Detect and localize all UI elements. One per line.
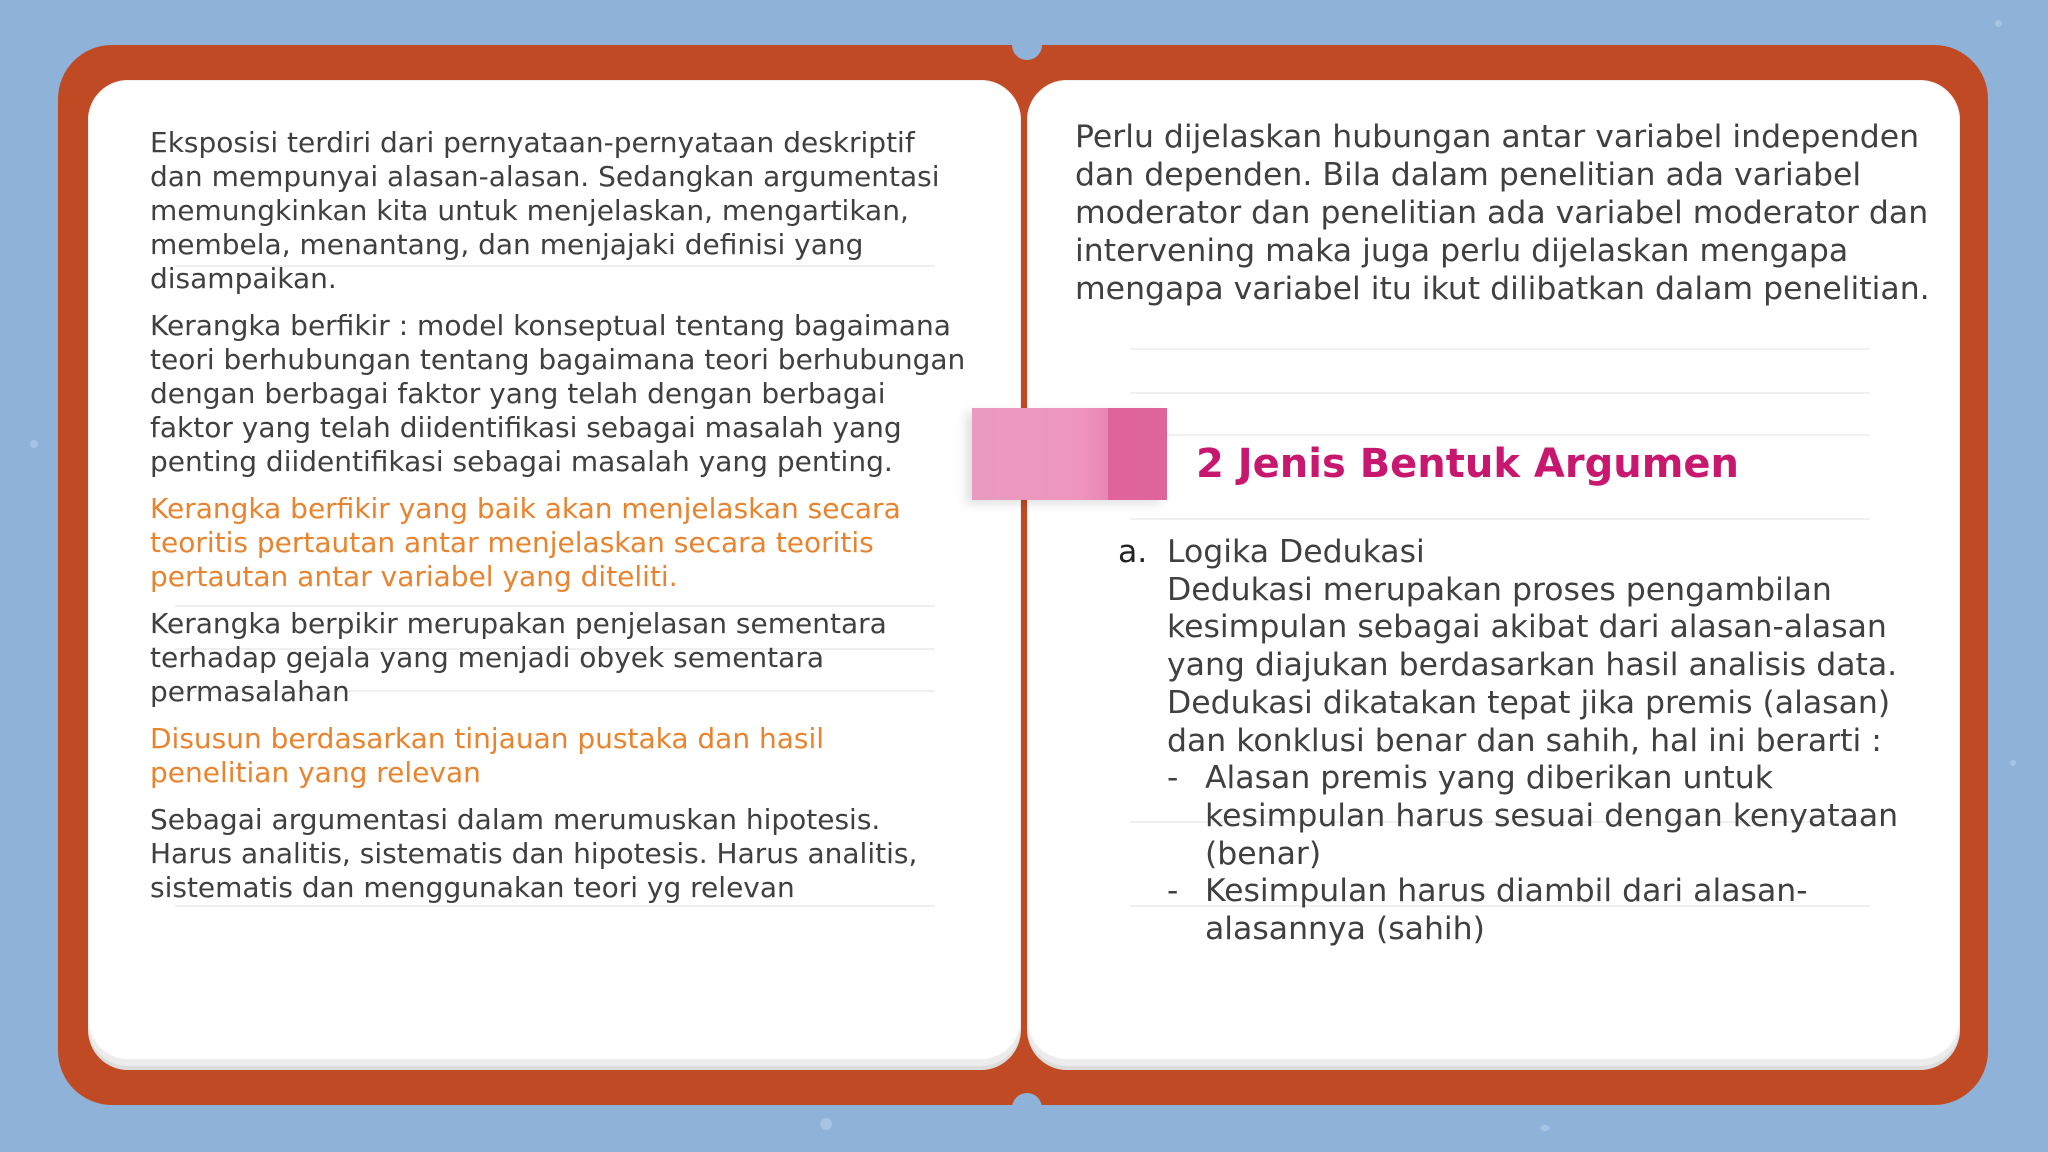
list-item-description: Dedukasi merupakan proses pengambilan kesimpulan sebagai akibat dari alasan-alasan yang diajukan berdasarkan hasil analisis data. — [1167, 571, 1898, 684]
page-tab-fold — [1108, 408, 1167, 500]
list-item-logika-dedukasi — [1167, 534, 1938, 949]
right-page-intro: Perlu dijelaskan hubungan antar variabel independen dan dependen. Bila dalam penelitian ada variabel moderator dan penelitian ada variabel moderator dan intervening maka juga perlu dijelaskan mengapa mengapa variabel itu ikut dilibatkan dalam penelitian. — [1075, 119, 1930, 307]
paragraph-sebagai-argumentasi: Sebagai argumentasi dalam merumuskan hipotesis. Harus analitis, sistematis dan hipotesis. Harus analitis, sistematis dan menggunakan teori yg relevan — [150, 803, 918, 904]
background-speck — [820, 1118, 832, 1130]
left-page-text — [150, 126, 970, 918]
sub-bullet-text: Kesimpulan harus diambil dari alasan-alasannya (sahih) — [1205, 873, 1808, 948]
dash-marker: - — [1167, 873, 1179, 910]
book-spine-notch-top — [1012, 30, 1042, 60]
section-heading: 2 Jenis Bentuk Argumen — [1196, 441, 1739, 487]
background-speck — [2010, 760, 2016, 766]
list-item-title: Logika Dedukasi — [1167, 534, 1425, 570]
sub-bullet — [1167, 873, 1938, 948]
list-item-condition: Dedukasi dikatakan tepat jika premis (alasan) dan konklusi benar dan sahih, hal ini berarti : — [1167, 684, 1891, 759]
background-speck — [1995, 20, 2002, 27]
sub-bullet-text: Alasan premis yang diberikan untuk kesimpulan harus sesuai dengan kenyataan (benar) — [1205, 760, 1899, 872]
background-speck — [30, 440, 38, 448]
page-rule — [1130, 392, 1870, 394]
list-marker: a. — [1118, 534, 1148, 570]
paragraph-eksposisi: Eksposisi terdiri dari pernyataan-pernyataan deskriptif dan mempunyai alasan-alasan. Sedangkan argumentasi memungkinkan kita untuk menjelaskan, mengartikan, membela, menantang, dan menjajaki definisi yang disampaikan. — [150, 126, 940, 295]
background-speck — [1540, 1125, 1550, 1131]
paragraph-kerangka-berfikir-definition: Kerangka berfikir : model konseptual tentang bagaimana teori berhubungan tentang bagaimana teori berhubungan dengan berbagai faktor yang telah dengan berbagai faktor yang telah diidentifikasi sebagai masalah yang penting diidentifikasi sebagai masalah yang penting. — [150, 309, 966, 478]
argument-list — [1118, 534, 1938, 949]
page-rule — [1130, 434, 1870, 436]
paragraph-kerangka-berpikir-penjelasan: Kerangka berpikir merupakan penjelasan sementara terhadap gejala yang menjadi obyek sementara permasalahan — [150, 607, 887, 708]
page-rule — [1130, 348, 1870, 350]
paragraph-kerangka-berfikir-baik: Kerangka berfikir yang baik akan menjelaskan secara teoritis pertautan antar menjelaskan secara teoritis pertautan antar variabel yang diteliti. — [150, 492, 901, 593]
paragraph-disusun: Disusun berdasarkan tinjauan pustaka dan hasil penelitian yang relevan — [150, 722, 825, 789]
page-rule — [1130, 518, 1870, 520]
sub-bullet — [1167, 760, 1938, 873]
dash-marker: - — [1167, 760, 1179, 797]
book-spine-notch-bottom — [1012, 1093, 1042, 1123]
